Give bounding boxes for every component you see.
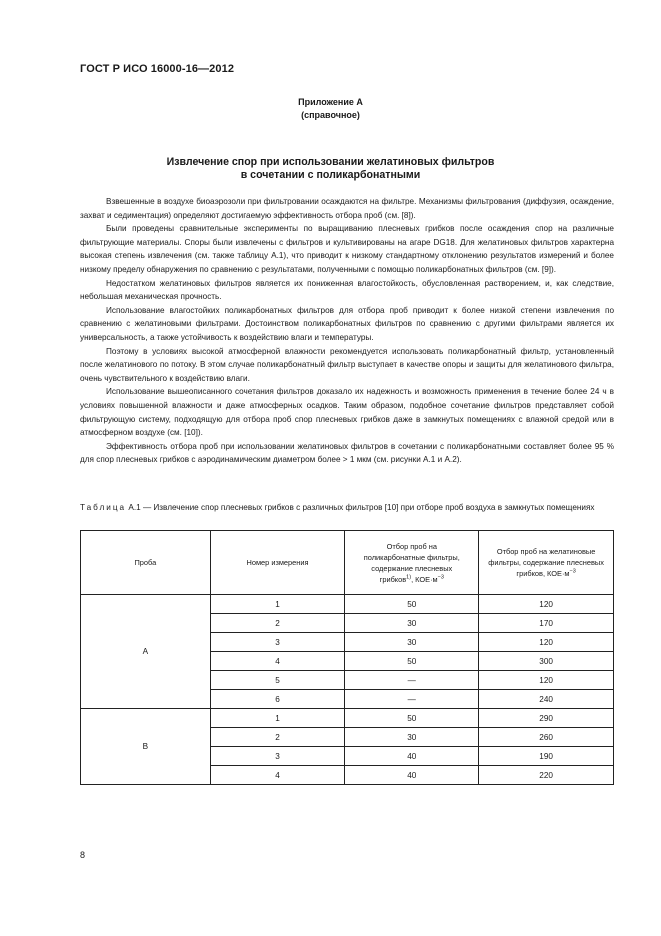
polycarbonate-cell: — [345,690,479,709]
gelatin-cell: 170 [479,614,614,633]
section-title [0,156,661,182]
gelatin-cell: 120 [479,671,614,690]
gelatin-cell: 290 [479,709,614,728]
polycarbonate-cell: 50 [345,652,479,671]
measurement-cell: 5 [210,671,345,690]
gelatin-cell: 190 [479,747,614,766]
paragraph: Эффективность отбора проб при использовании желатиновых фильтров в сочетании с поликарбонатными составляет более 95 % для спор плесневых грибков с аэродинамическим диаметром более > 1 мкм (см. рисунки А.1 и А.2). [80,441,614,465]
header-gelatin-text: Отбор проб на желатиновые фильтры, содержание плесневых грибков, КОЕ·м [488,547,604,578]
page-number: 8 [80,850,86,860]
footnote-marker: 1) [406,574,412,581]
header-gelatin [479,531,614,595]
measurement-cell: 4 [210,652,345,671]
gelatin-cell: 300 [479,652,614,671]
header-polycarbonate-unit: , КОЕ·м [411,574,438,584]
unit-exponent: −3 [569,568,576,575]
appendix-label: Приложение А [298,97,363,107]
paragraph: Использование вышеописанного сочетания фильтров доказало их надежность и возможность применения в течение более 24 ч в условиях повышенной влажности и даже атмосферных осадков. Таким образом, подобное сочетание фильтров представляет собой фильтрующую систему, подходящую для отбора проб спор плесневых грибков даже в замкнутых помещениях с влажной средой или в атмосферном воздухе (см. [10]). [80,387,614,438]
measurement-cell: 4 [210,766,345,785]
measurement-cell: 3 [210,633,345,652]
table-header-row [81,531,614,595]
polycarbonate-cell: 30 [345,614,479,633]
table-caption [80,502,614,513]
table-row [81,595,614,614]
paragraph: Взвешенные в воздухе биоаэрозоли при фильтровании осаждаются на фильтре. Механизмы фильтрования (диффузия, осаждение, захват и седиментация) определяют достигаемую эффективность отбора проб (см. [8]). [80,197,614,220]
section-title-line-2: в сочетании с поликарбонатными [240,169,421,181]
measurement-cell: 1 [210,709,345,728]
gelatin-cell: 220 [479,766,614,785]
header-sample: Проба [81,531,211,595]
table-caption-text: А.1 — Извлечение спор плесневых грибков с различных фильтров [10] при отборе проб воздуха в замкнутых помещениях [126,503,595,512]
data-table [80,530,614,785]
polycarbonate-cell: 50 [345,595,479,614]
sample-cell: А [81,595,211,709]
paragraph: Поэтому в условиях высокой атмосферной влажности рекомендуется использовать поликарбонатный фильтр, установленный после желатинового по потоку. В этом случае поликарбонатный фильтр выступает в качестве опоры и защиты для желатинового фильтра, очень чувствительного к воздействию влаги. [80,346,614,383]
table-row [81,709,614,728]
table-caption-prefix: Таблица [80,503,127,512]
appendix-note: (справочное) [301,110,360,120]
paragraph: Недостатком желатиновых фильтров является их пониженная влагостойкость, обусловленная растворением, и, как следствие, небольшая механическая прочность. [80,278,614,302]
header-measurement: Номер измерения [210,531,345,595]
polycarbonate-cell: — [345,671,479,690]
header-polycarbonate [345,531,479,595]
measurement-cell: 2 [210,614,345,633]
measurement-cell: 2 [210,728,345,747]
paragraph: Были проведены сравнительные эксперименты по выращиванию плесневых грибков после осаждения спор на различные фильтрующие материалы. Споры были извлечены с фильтров и культивированы на агаре DG18. Для желатиновых фильтров характерна высокая степень извлечения (см. также таблицу А.1), что приводит к низкому стандартному отклонению результатов измерений и более низкому пределу обнаружения по сравнению с результатами, полученными с помощью поликарбонатных фильтров (см. [9]). [80,224,614,274]
polycarbonate-cell: 50 [345,709,479,728]
polycarbonate-cell: 40 [345,747,479,766]
gelatin-cell: 120 [479,633,614,652]
document-code: ГОСТ Р ИСО 16000-16—2012 [80,63,235,75]
gelatin-cell: 260 [479,728,614,747]
polycarbonate-cell: 30 [345,728,479,747]
body-text [80,195,614,467]
gelatin-cell: 240 [479,690,614,709]
header-polycarbonate-text: Отбор проб на поликарбонатные фильтры, содержание плесневых грибков [363,541,460,584]
gelatin-cell: 120 [479,595,614,614]
polycarbonate-cell: 30 [345,633,479,652]
measurement-cell: 6 [210,690,345,709]
paragraph: Использование влагостойких поликарбонатных фильтров для отбора проб приводит к более низкой степени извлечения по сравнению с желатиновыми фильтрами. Достоинством поликарбонатных фильтров по сравнению с другими фильтрами является их универсальность, а также устойчивость к воздействию влаги и температуры. [80,305,614,342]
unit-exponent: −3 [437,574,444,581]
measurement-cell: 1 [210,595,345,614]
measurement-cell: 3 [210,747,345,766]
section-title-line-1: Извлечение спор при использовании желатиновых фильтров [166,156,495,168]
polycarbonate-cell: 40 [345,766,479,785]
appendix-heading [0,96,661,122]
sample-cell: В [81,709,211,785]
